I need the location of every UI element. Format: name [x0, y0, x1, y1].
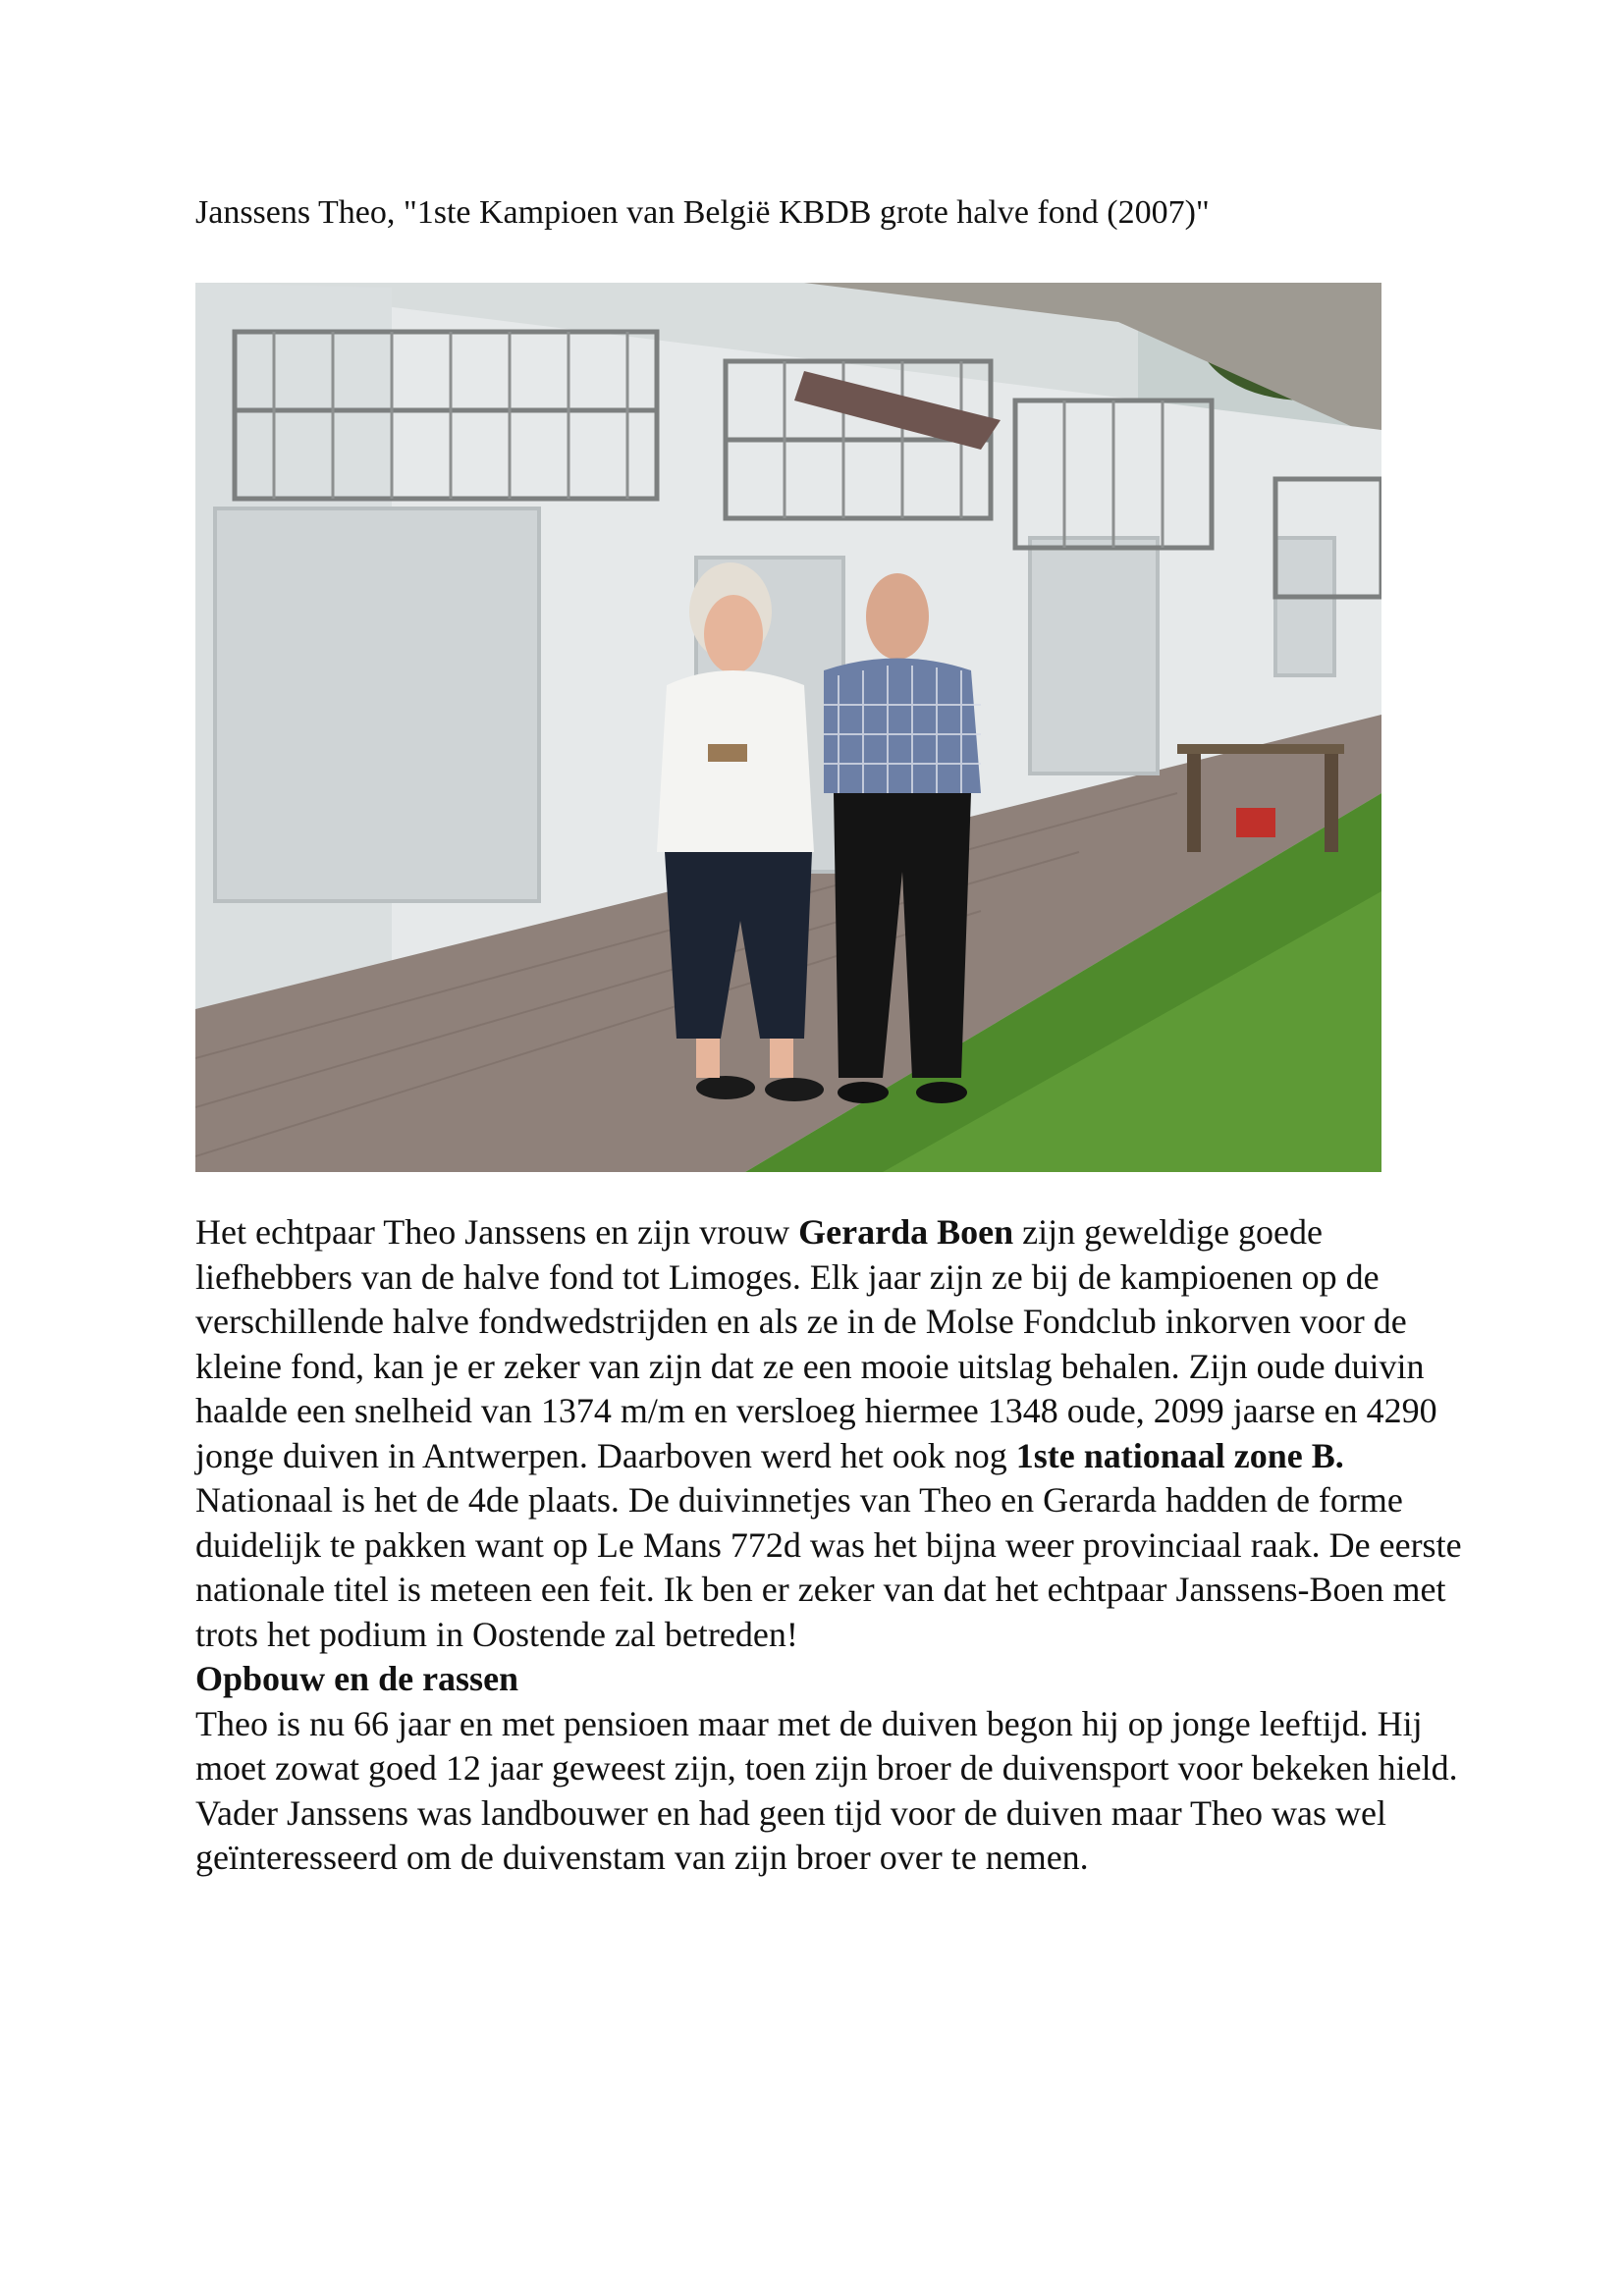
paragraph-intro-part1: Het echtpaar Theo Janssens en zijn vrouw	[195, 1212, 799, 1252]
paragraph-intro-part3: Nationaal is het de 4de plaats. De duivinnetjes van Theo en Gerarda hadden de forme duidelijk te pakken want op Le Mans 772d was het bijna weer provinciaal raak. De eerste nationale titel is meteen een feit. Ik ben er zeker van dat het echtpaar Janssens-Boen met trots het podium in Oostende zal betreden!	[195, 1480, 1462, 1654]
name-gerarda-boen: Gerarda Boen	[798, 1212, 1014, 1252]
section-heading: Opbouw en de rassen	[195, 1659, 519, 1698]
paragraph-intro-part2: zijn geweldige goede liefhebbers van de halve fond tot Limoges. Elk jaar zijn ze bij de kampioenen op de verschillende halve fondwedstrijden en als ze in de Molse Fondclub inkorven voor de kleine fond, kan je er zeker van zijn dat ze een mooie uitslag behalen. Zijn oude duivin haalde een snelheid van 1374 m/m en versloeg hiermee 1348 oude, 2099 jaarse en 4290 jonge duiven in Antwerpen. Daarboven werd het ook nog	[195, 1212, 1437, 1475]
paragraph-intro	[195, 1210, 1472, 1657]
document-title: Janssens Theo, "1ste Kampioen van België KBDB grote halve fond (2007)"	[195, 194, 1210, 231]
photo-couple-at-pigeon-loft	[195, 283, 1381, 1172]
article-body	[195, 1210, 1472, 1881]
highlight-national-zone: 1ste nationaal zone B.	[1015, 1435, 1344, 1475]
paragraph-opbouw: Theo is nu 66 jaar en met pensioen maar met de duiven begon hij op jonge leeftijd. Hij moet zowat goed 12 jaar geweest zijn, toen zijn broer de duivensport voor bekeken hield. Vader Janssens was landbouwer en had geen tijd voor de duiven maar Theo was wel geïnteresseerd om de duivenstam van zijn broer over te nemen.	[195, 1703, 1458, 1877]
